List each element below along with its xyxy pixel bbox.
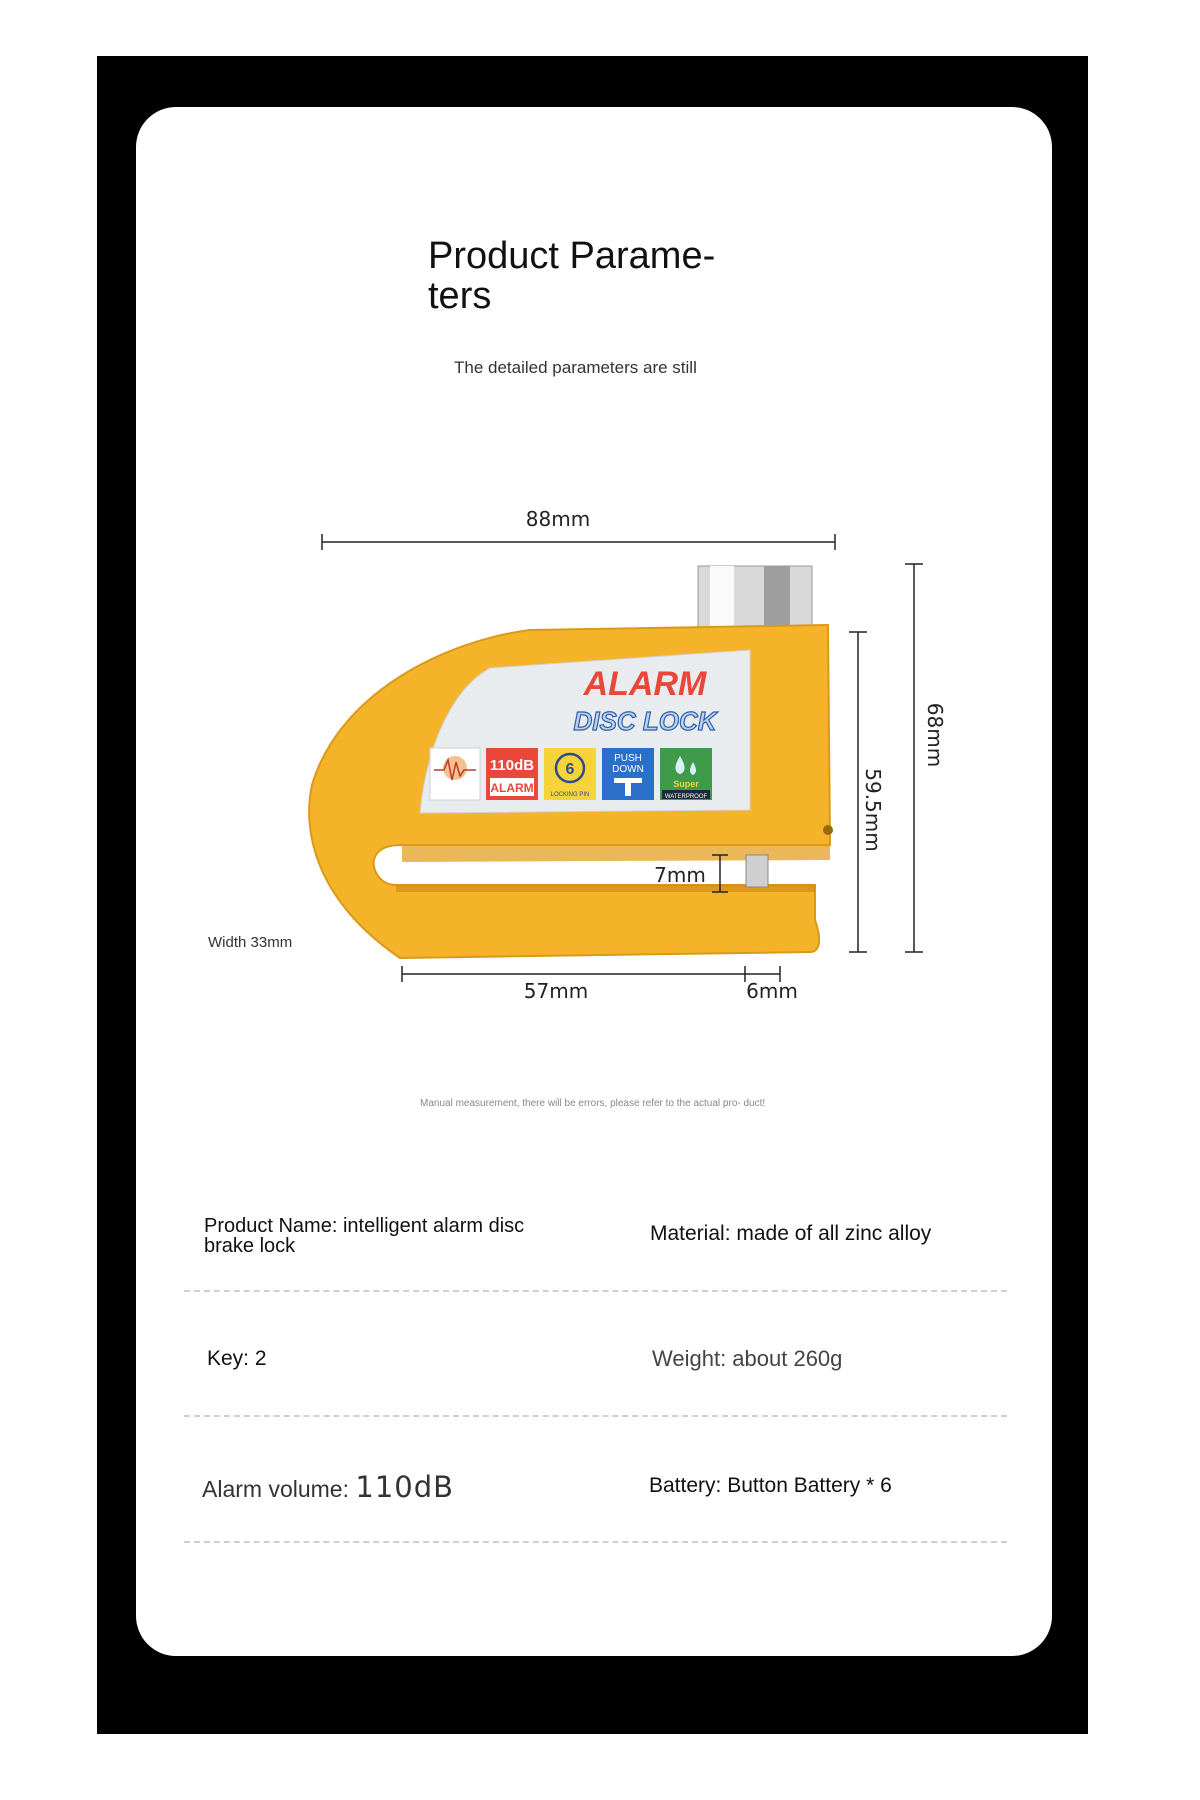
spec-alarm-volume-value: 110dB <box>355 1470 455 1504</box>
spec-battery: Battery: Button Battery * 6 <box>649 1474 892 1497</box>
locking-pin-badge <box>544 748 596 800</box>
db-badge <box>486 748 538 800</box>
spec-divider <box>184 1290 1007 1292</box>
badge-waterproof-text: WATERPROOF <box>664 794 708 800</box>
measurement-disclaimer: Manual measurement, there will be errors, please refer to the actual pro- duct! <box>420 1098 766 1109</box>
page-subtitle: The detailed parameters are still <box>454 358 697 377</box>
spec-alarm-volume-label: Alarm volume: <box>202 1476 349 1502</box>
badge-pin-text: 6 <box>565 761 575 778</box>
badge-db-text: 110dB <box>489 757 535 774</box>
waterproof-badge <box>660 748 712 800</box>
dimension-68mm <box>905 564 947 952</box>
spec-weight: Weight: about 260g <box>652 1346 843 1371</box>
spec-product-name-line-1: Product Name: intelligent alarm disc <box>204 1215 525 1237</box>
badge-push-text: PUSH <box>614 753 642 764</box>
badge-super-text: Super <box>673 779 699 789</box>
lock-cylinder <box>698 566 812 630</box>
dim-bottom-right-label: 6mm <box>746 979 798 1003</box>
badge-pin-caption: LOCKING PIN <box>550 792 590 798</box>
disc-lock-label: DISC LOCK <box>573 706 717 736</box>
spec-divider <box>184 1415 1007 1417</box>
spec-product-name <box>204 1216 564 1256</box>
page-title <box>428 236 788 316</box>
sensor-badge <box>430 748 480 800</box>
dimension-6mm <box>745 966 798 1003</box>
badge-alarm-text: ALARM <box>490 781 534 795</box>
dim-total-height-label: 68mm <box>923 702 947 768</box>
spec-product-name-line-2: brake lock <box>204 1235 296 1257</box>
dim-bottom-left-label: 57mm <box>523 979 589 1003</box>
dim-top-label: 88mm <box>525 507 591 531</box>
spec-alarm-volume <box>202 1470 455 1504</box>
dim-body-height-label: 59.5mm <box>861 768 885 852</box>
spec-material: Material: made of all zinc alloy <box>650 1222 932 1245</box>
dimension-57mm <box>402 966 745 1003</box>
dimension-59-5mm <box>849 632 885 952</box>
lock-dimension-diagram <box>190 500 980 1020</box>
title-line-1: Product Parame- <box>428 235 716 277</box>
alarm-label: ALARM <box>583 665 707 703</box>
spec-key: Key: 2 <box>207 1347 267 1370</box>
badge-down-text: DOWN <box>612 764 644 775</box>
push-down-badge <box>602 748 654 800</box>
title-line-2: ters <box>428 275 492 317</box>
dim-gap-label: 7mm <box>654 863 706 887</box>
dimension-88mm <box>322 507 835 550</box>
width-note: Width 33mm <box>208 934 293 951</box>
spec-divider <box>184 1541 1007 1543</box>
